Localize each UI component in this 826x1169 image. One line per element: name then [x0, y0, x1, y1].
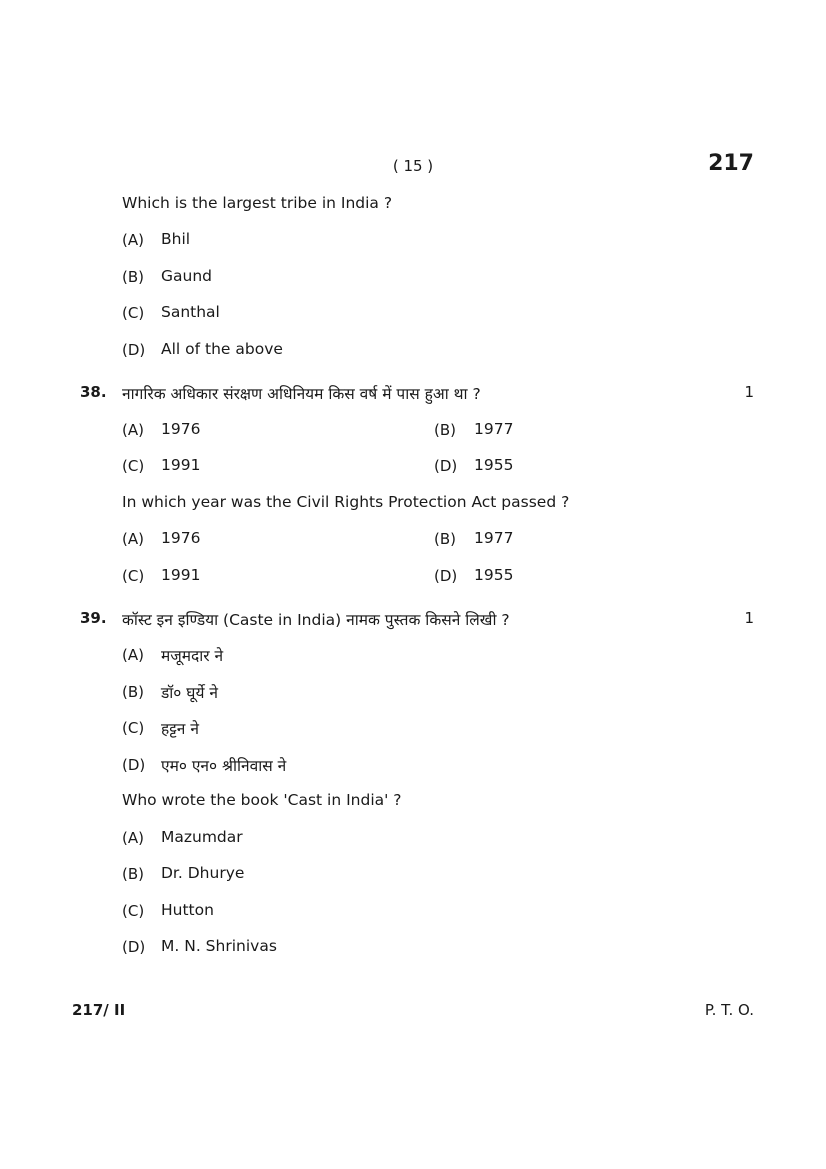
q37-option-c-text: Santhal: [161, 303, 220, 321]
q38-english-option-d-letter: (D): [434, 567, 458, 585]
q38-english-option-b-text: 1977: [474, 529, 514, 547]
q39-english-option-d-text: M. N. Shrinivas: [161, 937, 277, 955]
page-number: ( 15 ): [392, 157, 434, 175]
q38-english-option-c-letter: (C): [122, 567, 145, 585]
q39-english-option-d-letter: (D): [122, 938, 146, 956]
q39-hindi-option-d-letter: (D): [122, 756, 146, 774]
q39-english-option-b-text: Dr. Dhurye: [161, 864, 245, 882]
q38-english-option-b-letter: (B): [434, 530, 456, 548]
q39-hindi-option-c-text: हट्टन ने: [161, 720, 199, 738]
q38-hindi-option-d-letter: (D): [434, 457, 458, 475]
q38-hindi-option-c-letter: (C): [122, 457, 145, 475]
q39-hindi-option-a-letter: (A): [122, 646, 144, 664]
q38-english-option-c-text: 1991: [161, 566, 201, 584]
q39-english-option-b-letter: (B): [122, 865, 144, 883]
q38-hindi-option-a-letter: (A): [122, 421, 144, 439]
q39-number: 39.: [80, 609, 107, 627]
q39-english-option-c-letter: (C): [122, 902, 145, 920]
q37-english-text: Which is the largest tribe in India ?: [122, 194, 393, 212]
q38-hindi-option-b-text: 1977: [474, 420, 514, 438]
q38-english-text: In which year was the Civil Rights Protection Act passed ?: [122, 493, 570, 511]
paper-code: 217: [708, 151, 754, 176]
footer-pto: P. T. O.: [704, 1001, 754, 1019]
q39-hindi-text: कॉस्ट इन इण्डिया (Caste in India) नामक पुस्तक किसने लिखी ?: [122, 611, 510, 629]
q39-hindi-option-a-text: मजूमदार ने: [161, 647, 224, 665]
q38-english-option-d-text: 1955: [474, 566, 514, 584]
q38-hindi-option-b-letter: (B): [434, 421, 456, 439]
q38-english-option-a-text: 1976: [161, 529, 201, 547]
q37-option-b-text: Gaund: [161, 267, 212, 285]
q39-english-option-a-text: Mazumdar: [161, 828, 243, 846]
q38-marks: 1: [744, 383, 754, 401]
q39-hindi-option-b-text: डॉ० घूर्ये ने: [161, 684, 218, 702]
q39-hindi-option-c-letter: (C): [122, 719, 145, 737]
q37-option-d-text: All of the above: [161, 340, 283, 358]
q39-english-text: Who wrote the book 'Cast in India' ?: [122, 791, 402, 809]
q38-hindi-text: नागरिक अधिकार संरक्षण अधिनियम किस वर्ष में पास हुआ था ?: [122, 385, 481, 403]
q38-english-option-a-letter: (A): [122, 530, 144, 548]
footer-paper-code: 217/ II: [72, 1001, 126, 1019]
q37-option-a-letter: (A): [122, 231, 144, 249]
q37-option-c-letter: (C): [122, 304, 145, 322]
q39-english-option-a-letter: (A): [122, 829, 144, 847]
q39-hindi-option-b-letter: (B): [122, 683, 144, 701]
q37-option-b-letter: (B): [122, 268, 144, 286]
q37-option-a-text: Bhil: [161, 230, 191, 248]
q39-hindi-option-d-text: एम० एन० श्रीनिवास ने: [161, 757, 287, 775]
q38-number: 38.: [80, 383, 107, 401]
q38-hindi-option-d-text: 1955: [474, 456, 514, 474]
q38-hindi-option-c-text: 1991: [161, 456, 201, 474]
q39-marks: 1: [744, 609, 754, 627]
q38-hindi-option-a-text: 1976: [161, 420, 201, 438]
q39-english-option-c-text: Hutton: [161, 901, 214, 919]
q37-option-d-letter: (D): [122, 341, 146, 359]
